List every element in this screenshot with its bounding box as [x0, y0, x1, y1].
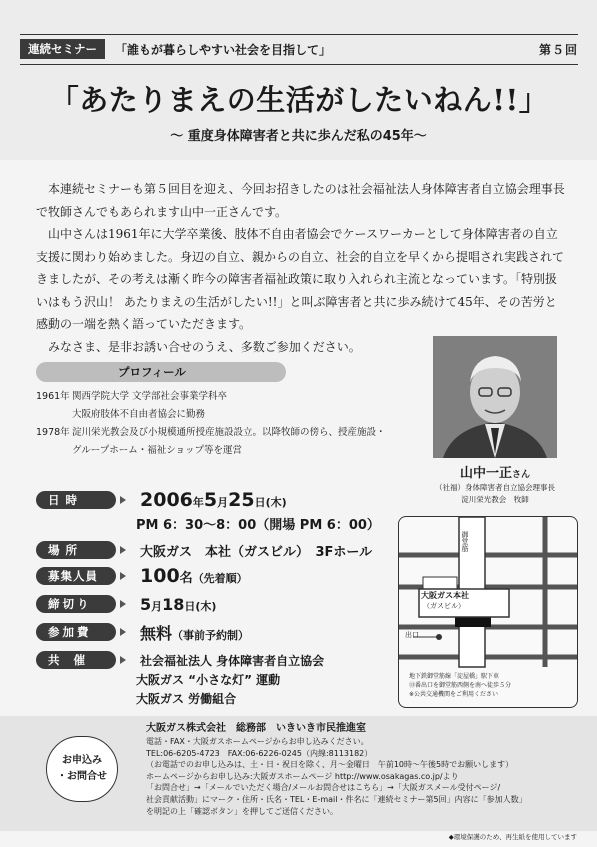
- intro-text: [36, 178, 568, 358]
- contact-line: 電話・FAX・大阪ガスホームページからお申し込みください。: [146, 737, 369, 746]
- map-note-3: ※公共交通機関をご利用ください: [409, 691, 499, 698]
- contact-label-2: ・お問合せ: [57, 771, 107, 782]
- deadline-month: 5: [140, 594, 152, 614]
- series-theme: 「誰もが暮らしやすい社会を目指して」: [115, 42, 332, 57]
- arrow-icon: [120, 572, 126, 580]
- speaker-name-suffix: さん: [512, 470, 531, 480]
- capacity-unit: 名: [179, 571, 193, 586]
- series-label: 連続セミナー: [20, 39, 105, 59]
- date-value: [140, 489, 287, 511]
- capacity-number: 100: [140, 565, 180, 587]
- speaker-role-line: （社福）身体障害者自立協会理事長: [435, 483, 555, 492]
- contact-organization: 大阪ガス株式会社 総務部 いきいき市民推進室: [146, 723, 366, 734]
- map-street-label: 御堂筋: [461, 531, 469, 552]
- contact-phone: TEL:06-6205-4723 FAX:06-6226-0245（内線:8113182）: [146, 748, 373, 758]
- contact-label-1: お申込み: [62, 755, 102, 766]
- date-time: PM 6：30～8：00（開場 PM 6：00）: [136, 518, 380, 533]
- profile-year: 1978年: [36, 427, 70, 438]
- profile-text: 関西学院大学 文学部社会事業学科卒: [72, 391, 228, 402]
- fee-label: 参加費: [36, 623, 116, 641]
- main-title: 「あたりまえの生活がしたいねん!!」: [49, 83, 549, 117]
- arrow-icon: [120, 496, 126, 504]
- date-row: [36, 490, 287, 510]
- profile-text: 大阪府肢体不自由者協会に勤務: [72, 409, 206, 420]
- fee-value: [140, 621, 249, 644]
- access-map: [398, 516, 578, 708]
- date-year: 2006: [140, 489, 193, 511]
- map-note-1: 地下鉄御堂筋線「淀屋橋」駅下車: [409, 673, 500, 680]
- fee-amount: 無料: [140, 623, 173, 643]
- speaker-photo: [433, 336, 557, 458]
- speaker-role-line: 淀川栄光教会 牧師: [461, 495, 529, 504]
- contact-line: を明記の上「確認ボタン」を押してご送信ください。: [146, 806, 338, 816]
- place-value: 大阪ガス 本社（ガスビル） 3Fホール: [140, 544, 373, 560]
- map-exit-label: 出口: [405, 631, 419, 639]
- profile-list: [36, 388, 426, 460]
- contact-details: [146, 722, 586, 817]
- date-month-unit: 月: [217, 496, 229, 509]
- profile-entry: [36, 442, 426, 460]
- speaker-name: [433, 462, 557, 481]
- place-label: 場所: [36, 541, 116, 559]
- profile-year: [36, 442, 72, 460]
- date-year-unit: 年: [192, 496, 204, 509]
- header-rule: [20, 64, 578, 65]
- date-day: 25: [228, 489, 255, 511]
- capacity-note: （先着順）: [192, 572, 248, 585]
- map-note-2: ⑬番出口を御堂筋西側を南へ徒歩５分: [409, 682, 512, 689]
- contact-line: （お電話でのお申し込みは、土・日・祝日を除く、月～金曜日 午前10時～午後5時でお願いします）: [146, 760, 514, 770]
- profile-text: 淀川栄光教会及び小規模通所授産施設設立。以降牧師の傍ら、授産施設・: [72, 427, 386, 438]
- arrow-icon: [120, 628, 126, 636]
- host-label: 共催: [36, 651, 116, 669]
- fee-note: （事前予約制）: [172, 628, 250, 642]
- arrow-icon: [120, 600, 126, 608]
- intro-paragraph: みなさま、是非お誘い合せのうえ、多数ご参加ください。: [48, 339, 361, 354]
- map-building-sub: （ガスビル）: [423, 602, 465, 610]
- arrow-icon: [120, 656, 126, 664]
- contact-url[interactable]: ホームページからお申し込み:大阪ガスホームページ http://www.osakagas.co.jp/より: [146, 771, 459, 781]
- intro-paragraph: 山中さんは1961年に大学卒業後、肢体不自由者協会でケースワーカーとして身体障害者の自立支援に関わり始めました。身辺の自立、親からの自立、社会的自立を早くから提唱され実践されてきましたが、その考えは漸く昨今の障害者福祉政策に取り入れられ主流となっています。「特別扱いはもう沢山！ あたりまえの生活がしたい!!」と叫ぶ障害者と共に歩み続けて45年、その苦労と感動の一端を熱く語っていただきます。: [36, 227, 565, 331]
- date-weekday: (木): [265, 496, 287, 509]
- deadline-day: 18: [162, 594, 185, 614]
- capacity-row: [36, 566, 248, 586]
- deadline-value: [140, 595, 216, 614]
- profile-entry: [36, 388, 426, 406]
- host-2: 大阪ガス “小さな灯” 運動: [136, 673, 281, 687]
- deadline-day-unit: 日: [184, 599, 196, 613]
- host-row: [36, 650, 324, 670]
- top-rule: [20, 34, 578, 35]
- speaker-role: [410, 482, 580, 506]
- host-1: 社会福祉法人 身体障害者自立協会: [140, 653, 325, 668]
- arrow-icon: [120, 546, 126, 554]
- contact-line: 「お問合せ」→「メールでいただく場合/メールお問合せはこちら」→「大阪ガスメール受付ページ/: [146, 783, 501, 793]
- series-bar: [20, 38, 578, 60]
- session-number: 第５回: [538, 42, 578, 57]
- profile-year: 1961年: [36, 391, 70, 402]
- profile-text: グループホーム・福祉ショップ等を運営: [72, 445, 243, 456]
- deadline-label: 締切り: [36, 595, 116, 613]
- intro-paragraph: 本連続セミナーも第５回目を迎え、今回お招きしたのは社会福祉法人身体障害者自立協会理事長で牧師さんでもあられます山中一正さんです。: [36, 182, 565, 219]
- capacity-value: [140, 565, 248, 587]
- deadline-month-unit: 月: [151, 599, 163, 613]
- deadline-row: [36, 594, 216, 614]
- profile-heading: [36, 362, 286, 382]
- contact-line: 社会貢献活動」にマーク・住所・氏名・TEL・E-mail・件名に「連続セミナー第5回」内容に「参加人数」: [146, 794, 527, 804]
- profile-entry: [36, 424, 426, 442]
- profile-entry: [36, 406, 426, 424]
- date-label: 日時: [36, 491, 116, 509]
- fee-row: [36, 622, 249, 642]
- map-building-name: 大阪ガス本社: [421, 591, 469, 600]
- date-day-unit: 日: [254, 496, 266, 509]
- profile-year: [36, 406, 72, 424]
- deadline-weekday: (木): [195, 599, 217, 613]
- eco-note: ◆環境保護のため、再生紙を使用しています: [448, 833, 577, 841]
- host-3: 大阪ガス 労働組合: [136, 692, 237, 706]
- place-row: [36, 540, 372, 560]
- speaker-name-text: 山中一正: [459, 466, 512, 481]
- profile-heading-label: プロフィール: [118, 365, 186, 379]
- date-month: 5: [203, 489, 218, 511]
- contact-badge: [46, 736, 118, 802]
- subtitle: ～ 重度身体障害者と共に歩んだ私の45年～: [170, 129, 427, 144]
- capacity-label: 募集人員: [36, 567, 116, 585]
